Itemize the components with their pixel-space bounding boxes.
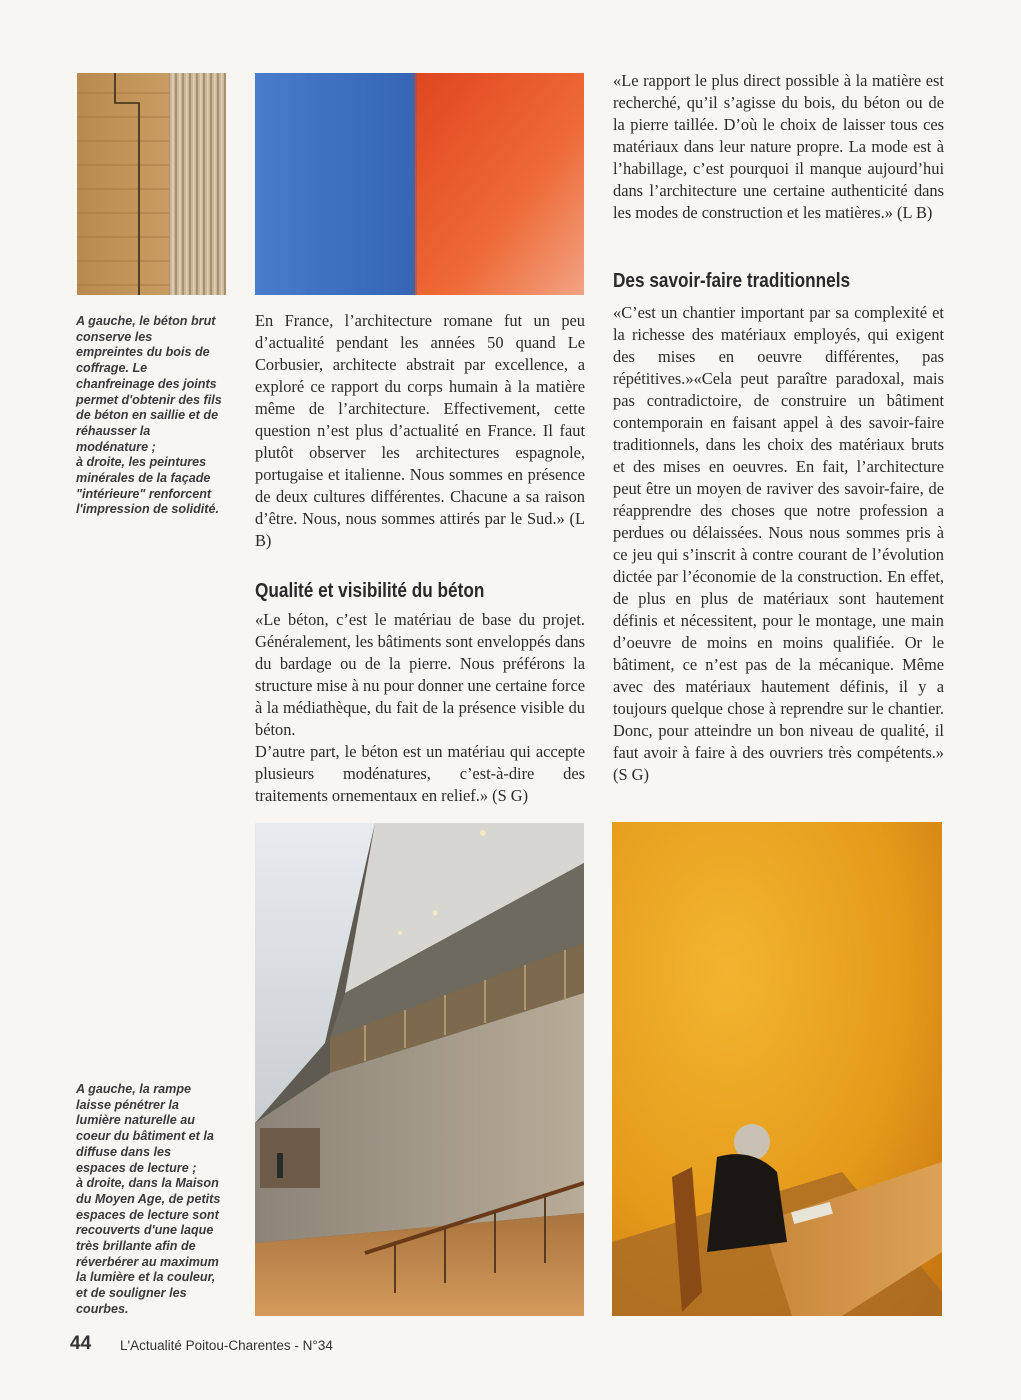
middle-column-top xyxy=(255,310,585,552)
photo-atrium xyxy=(255,823,584,1316)
photo-reading-room xyxy=(612,822,942,1316)
painted-facade-image xyxy=(255,73,584,295)
middle-paragraph-1: En France, l’architecture romane fut un peu d’actualité pendant les années 50 quand Le Corbusier, architecte abstrait par excellence, a exploré ce rapport du corps humain à la matière même de l’architecture. Effectivement, cette question n’est plus d’actualité en France. Il faut plutôt observer les architectures espagnole, portugaise et italienne. Nous sommes en présence de deux cultures différentes. Chacune a sa raison d’être. Nous, nous sommes attirés par le Sud.» (L B) xyxy=(255,311,585,550)
photo-painted-facade xyxy=(255,73,584,295)
middle-column-bottom xyxy=(255,609,585,807)
right-paragraph-2: «C’est un chantier important par sa complexité et la richesse des matériaux employés, qui exigent des mises en oeuvre différentes, pas répétitives.»«Cela peut paraître paradoxal, mais pas contradictoire, de construire un bâtiment contemporain en faisant appel à des savoir-faire traditionnels, dans les choix des matériaux bruts et des mises en oeuvres. En fait, l’architecture peut être un moyen de raviver des savoir-faire, de réapprendre des choses que notre profession a perdues ou délaissées. Nous nous sommes pris à ce jeu qui s’inscrit à contre courant de l’évolution dictée par l’économie de la construction. En effet, de plus en plus de matériaux sont hautement définis et nécessitent, pour le montage, une main d’oeuvre de moins en moins qualifiée. Or le bâtiment, ce n’est pas de la mécanique. Même avec des matériaux hautement définis, il y a toujours quelque chose à reprendre sur le chantier. Donc, pour atteindre un bon niveau de qualité, il faut avoir à faire à des ouvriers très compétents.» (S G) xyxy=(613,303,944,784)
page-number: 44 xyxy=(70,1333,92,1354)
heading-savoir-faire: Des savoir-faire traditionnels xyxy=(613,270,851,292)
photo-wood-concrete xyxy=(77,73,226,295)
right-paragraph-1: «Le rapport le plus direct possible à la matière est recherché, qu’il s’agisse du bois, du béton ou de la pierre taillée. D’où le choix de laisser tous ces matériaux dans leur nature propre. La mode est à l’habillage, c’est pourquoi il manque aujourd’hui dans l’architecture une certaine authenticité dans les modes de construction et les matières.» (L B) xyxy=(613,71,944,222)
right-column-top xyxy=(613,70,944,224)
caption-bottom: A gauche, la rampe laisse pénétrer la lumière naturelle au coeur du bâtiment et la diffuse dans les espaces de lecture ; à droite, dans la Maison du Moyen Age, de petits espaces de lecture sont recouverts d'une laque très brillante afin de réverbérer au maximum la lumière et la couleur, et de souligner les courbes. xyxy=(76,1082,221,1316)
reading-room-image xyxy=(612,822,942,1316)
caption-top: A gauche, le béton brut conserve les empreintes du bois de coffrage. Le chanfreinage des joints permet d'obtenir des fils de béton en saillie et de réhausser la modénature ; à droite, les peintures minérales de la façade "intérieure" renforcent l'impression de solidité. xyxy=(76,314,222,517)
heading-qualite-beton: Qualité et visibilité du béton xyxy=(255,580,485,602)
middle-paragraph-3: D’autre part, le béton est un matériau qui accepte plusieurs modénatures, c’est-à-dire des traitements ornementaux en relief.» (S G) xyxy=(255,742,585,805)
right-column-bottom xyxy=(613,302,944,786)
atrium-image xyxy=(255,823,584,1316)
middle-paragraph-2: «Le béton, c’est le matériau de base du projet. Généralement, les bâtiments sont enveloppés dans du bardage ou de la pierre. Nous préférons la structure mise à nu pour donner une certaine force à la médiathèque, du fait de la présence visible du béton. xyxy=(255,610,585,739)
publication-title: L'Actualité Poitou-Charentes - N°34 xyxy=(120,1338,333,1353)
wood-concrete-image xyxy=(77,73,226,295)
